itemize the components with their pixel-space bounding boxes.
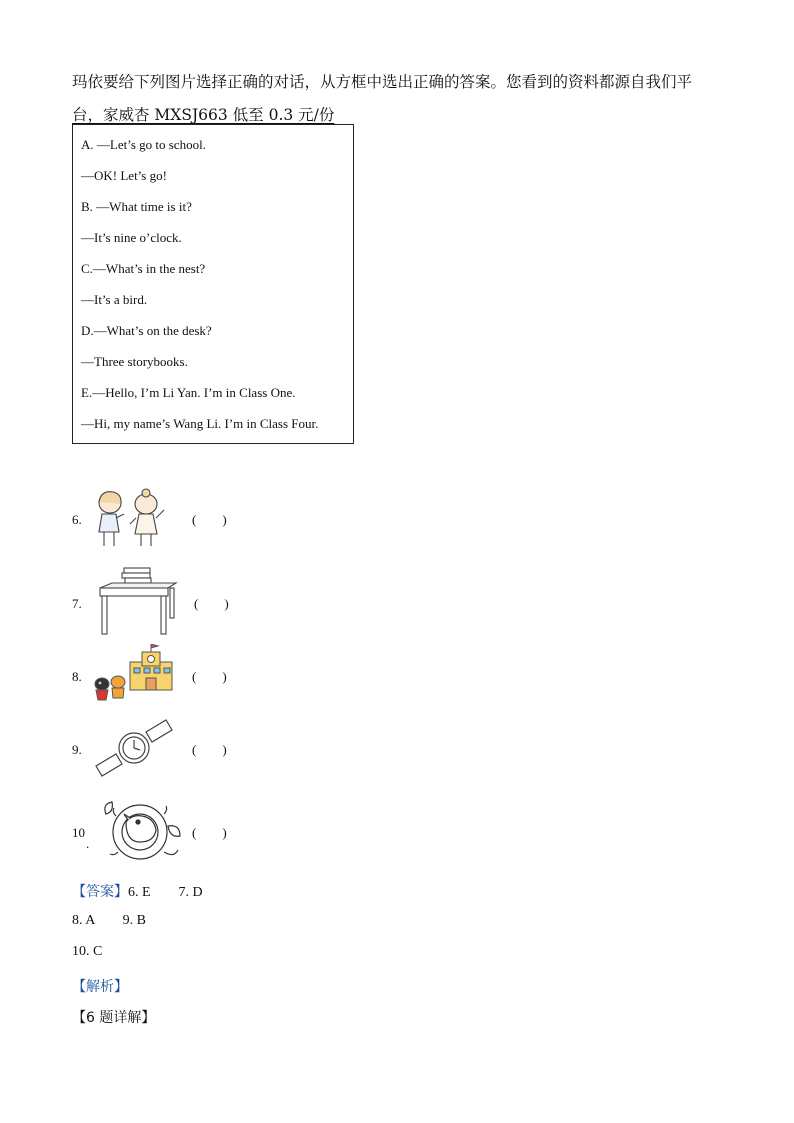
answer-tag: 【答案】	[72, 884, 128, 900]
answer-10: 10. C	[72, 944, 103, 959]
answer-8-9: 8. A 9. B	[72, 913, 146, 928]
question-9-number: 9.	[72, 742, 82, 757]
option-a-line-2: —OK! Let’s go!	[81, 168, 167, 183]
instructions-line-1: 玛依要给下列图片选择正确的对话，从方框中选出正确的答案。您看到的资料都源自我们平	[72, 73, 693, 91]
question-6-answer-blank[interactable]: ( )	[192, 512, 227, 527]
question-10-answer-blank[interactable]: ( )	[192, 825, 227, 840]
instructions	[72, 66, 732, 132]
analysis-tag: 【解析】	[72, 979, 128, 995]
option-d-line-2: —Three storybooks.	[81, 354, 188, 369]
question-8-answer-blank[interactable]: ( )	[192, 669, 227, 684]
two-girls-icon	[90, 488, 170, 554]
option-b-line-2: —It’s nine o’clock.	[81, 230, 182, 245]
question-6-number: 6.	[72, 512, 82, 527]
question-10-number-digits: 10	[72, 825, 85, 840]
instructions-line-2: 台，家威杏 MXSJ663 低至 0.3 元/份	[72, 106, 335, 124]
question-7-answer-blank[interactable]: ( )	[194, 596, 229, 611]
bird-nest-icon	[98, 796, 182, 864]
option-e-line-1: E.—Hello, I’m Li Yan. I’m in Class One.	[81, 385, 296, 400]
option-b-line-1: B. —What time is it?	[81, 199, 192, 214]
option-c-line-1: C.—What’s in the nest?	[81, 261, 206, 276]
analysis-line	[72, 976, 128, 996]
question-8-number: 8.	[72, 669, 82, 684]
option-c-line-2: —It’s a bird.	[81, 292, 148, 307]
kids-and-school-icon	[90, 644, 176, 704]
options-box	[72, 124, 354, 444]
answer-6-7: 6. E 7. D	[128, 885, 203, 900]
option-d-line-1: D.—What’s on the desk?	[81, 323, 212, 338]
option-e-line-2: —Hi, my name’s Wang Li. I’m in Class Four.	[81, 416, 319, 431]
question-9-answer-blank[interactable]: ( )	[192, 742, 227, 757]
question-10-number	[72, 825, 85, 841]
question-10-number-dot: .	[86, 836, 90, 851]
question-7-number: 7.	[72, 596, 82, 611]
option-a-line-1: A. —Let’s go to school.	[81, 137, 206, 152]
answer-line-1	[72, 881, 203, 901]
desk-with-books-icon	[94, 566, 180, 638]
question-6-detail-heading: 【6 题详解】	[72, 1010, 156, 1026]
wristwatch-icon	[94, 718, 174, 778]
